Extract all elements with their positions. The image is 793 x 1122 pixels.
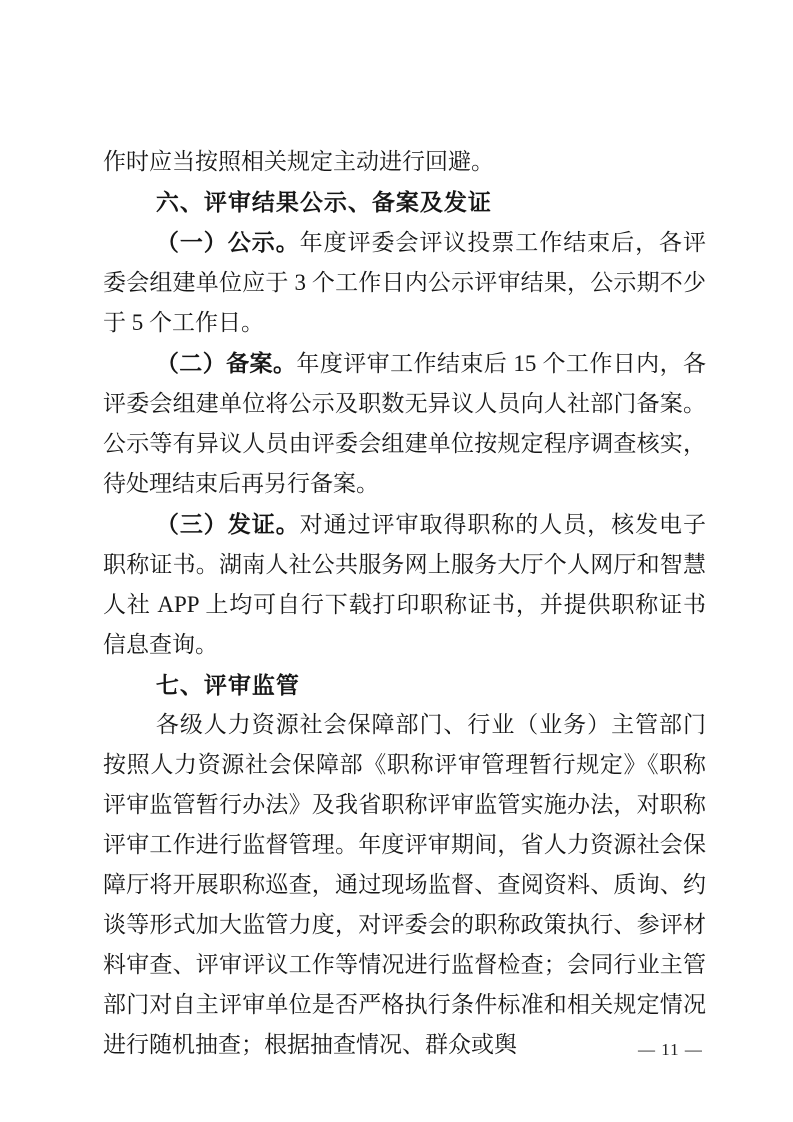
para-publicity: [103, 222, 706, 343]
para-certification: [103, 504, 706, 665]
para-supervision-text: 各级人力资源社会保障部门、行业（业务）主管部门按照人力资源社会保障部《职称评审管理暂行规定》《职称评审监管暂行办法》及我省职称评审监管实施办法，对职称评审工作进行监督管理。年度评审期间，省人力资源社会保障厅将开展职称巡查，通过现场监督、查阅资料、质询、约谈等形式加大监管力度，对评委会的职称政策执行、参评材料审查、评审评议工作等情况进行监督检查；会同行业主管部门对自主评审单位是否严格执行条件标准和相关规定情况进行随机抽查；根据抽查情况、群众或舆: [103, 712, 706, 1057]
continued-paragraph: [103, 142, 706, 182]
para-publicity-lead: （一）公示。: [155, 229, 300, 255]
document-body: [103, 142, 706, 1065]
para-filing: [103, 343, 706, 504]
heading-section-seven: 七、评审监管: [155, 672, 300, 698]
para-supervision: [103, 705, 706, 1065]
para-filing-text: 年度评审工作结束后 15 个工作日内，各评委会组建单位将公示及职数无异议人员向人社部门备案。公示等有异议人员由评委会组建单位按规定程序调查核实，待处理结束后再另行备案。: [103, 351, 707, 496]
continued-paragraph-text: 作时应当按照相关规定主动进行回避。: [103, 149, 494, 174]
para-certification-lead: （三）发证。: [155, 511, 300, 537]
para-certification-text: 对通过评审取得职称的人员，核发电子职称证书。湖南人社公共服务网上服务大厅个人网厅和智慧人社 APP 上均可自行下载打印职称证书，并提供职称证书信息查询。: [103, 512, 707, 657]
para-publicity-text: 年度评委会评议投票工作结束后，各评委会组建单位应于 3 个工作日内公示评审结果，公示期不少于 5 个工作日。: [103, 230, 707, 335]
heading-section-six: 六、评审结果公示、备案及发证: [155, 189, 492, 215]
para-filing-lead: （二）备案。: [155, 350, 297, 376]
page-number: — 11 —: [638, 1040, 703, 1059]
